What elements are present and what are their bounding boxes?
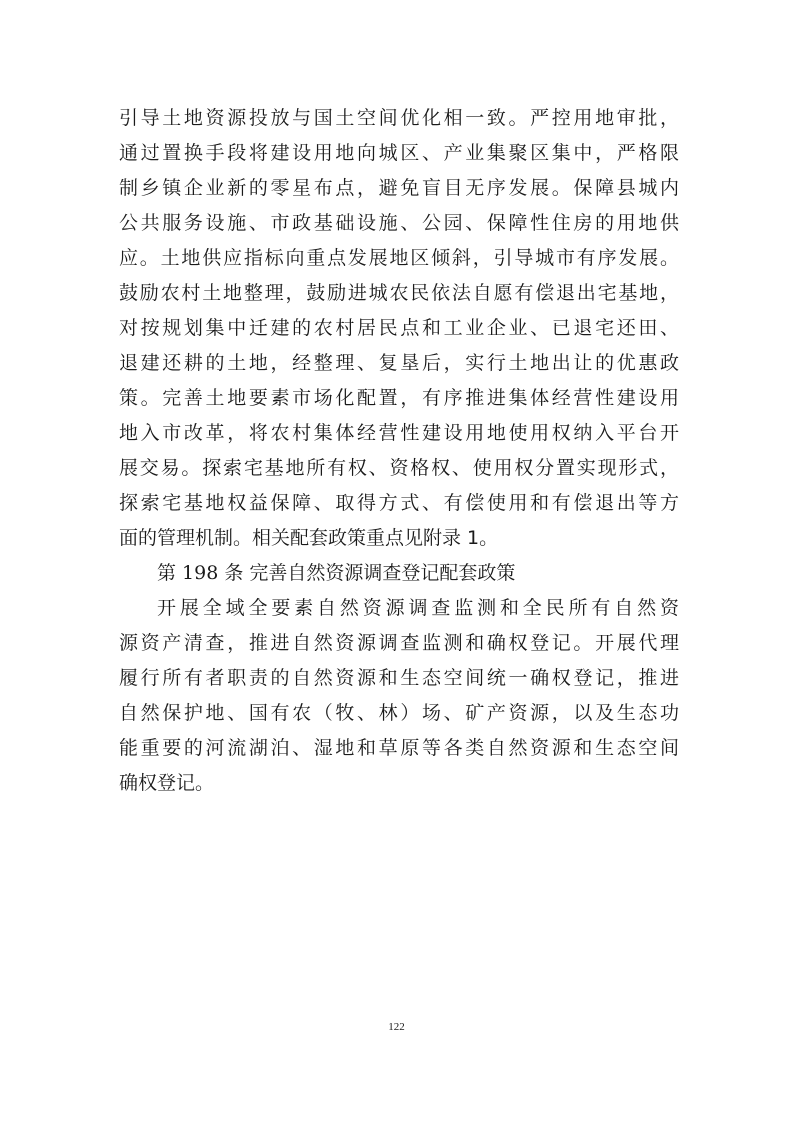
paragraph-line: 退建还耕的土地，经整理、复垦后，实行土地出让的优惠政	[119, 352, 679, 374]
paragraph-line: 制乡镇企业新的零星布点，避免盲目无序发展。保障县城内	[119, 177, 679, 199]
paragraph-line: 公共服务设施、市政基础设施、公园、保障性住房的用地供	[119, 212, 679, 234]
article-heading: 第 198 条 完善自然资源调查登记配套政策	[157, 562, 516, 584]
paragraph-line: 对按规划集中迁建的农村居民点和工业企业、已退宅还田、	[119, 317, 679, 339]
paragraph-line: 地入市改革，将农村集体经营性建设用地使用权纳入平台开	[119, 422, 679, 444]
page-number: 122	[388, 1021, 405, 1033]
paragraph-line: 开展全域全要素自然资源调查监测和全民所有自然资	[157, 597, 679, 619]
paragraph-line: 通过置换手段将建设用地向城区、产业集聚区集中，严格限	[119, 142, 679, 164]
paragraph-line: 能重要的河流湖泊、湿地和草原等各类自然资源和生态空间	[119, 737, 679, 759]
paragraph-line: 确权登记。	[119, 772, 215, 794]
paragraph-line: 策。完善土地要素市场化配置，有序推进集体经营性建设用	[119, 387, 679, 409]
paragraph-line: 自然保护地、国有农（牧、林）场、矿产资源，以及生态功	[119, 702, 679, 724]
paragraph-line: 面的管理机制。相关配套政策重点见附录 1。	[119, 527, 499, 549]
paragraph-line: 引导土地资源投放与国土空间优化相一致。严控用地审批，	[119, 107, 679, 129]
body-text	[119, 101, 679, 801]
paragraph-line: 鼓励农村土地整理，鼓励进城农民依法自愿有偿退出宅基地，	[119, 282, 679, 304]
paragraph-line: 应。土地供应指标向重点发展地区倾斜，引导城市有序发展。	[119, 247, 679, 269]
paragraph-line: 展交易。探索宅基地所有权、资格权、使用权分置实现形式，	[119, 457, 679, 479]
paragraph-line: 履行所有者职责的自然资源和生态空间统一确权登记，推进	[119, 667, 679, 689]
paragraph-line: 源资产清查，推进自然资源调查监测和确权登记。开展代理	[119, 632, 679, 654]
paragraph-line: 探索宅基地权益保障、取得方式、有偿使用和有偿退出等方	[119, 492, 679, 514]
